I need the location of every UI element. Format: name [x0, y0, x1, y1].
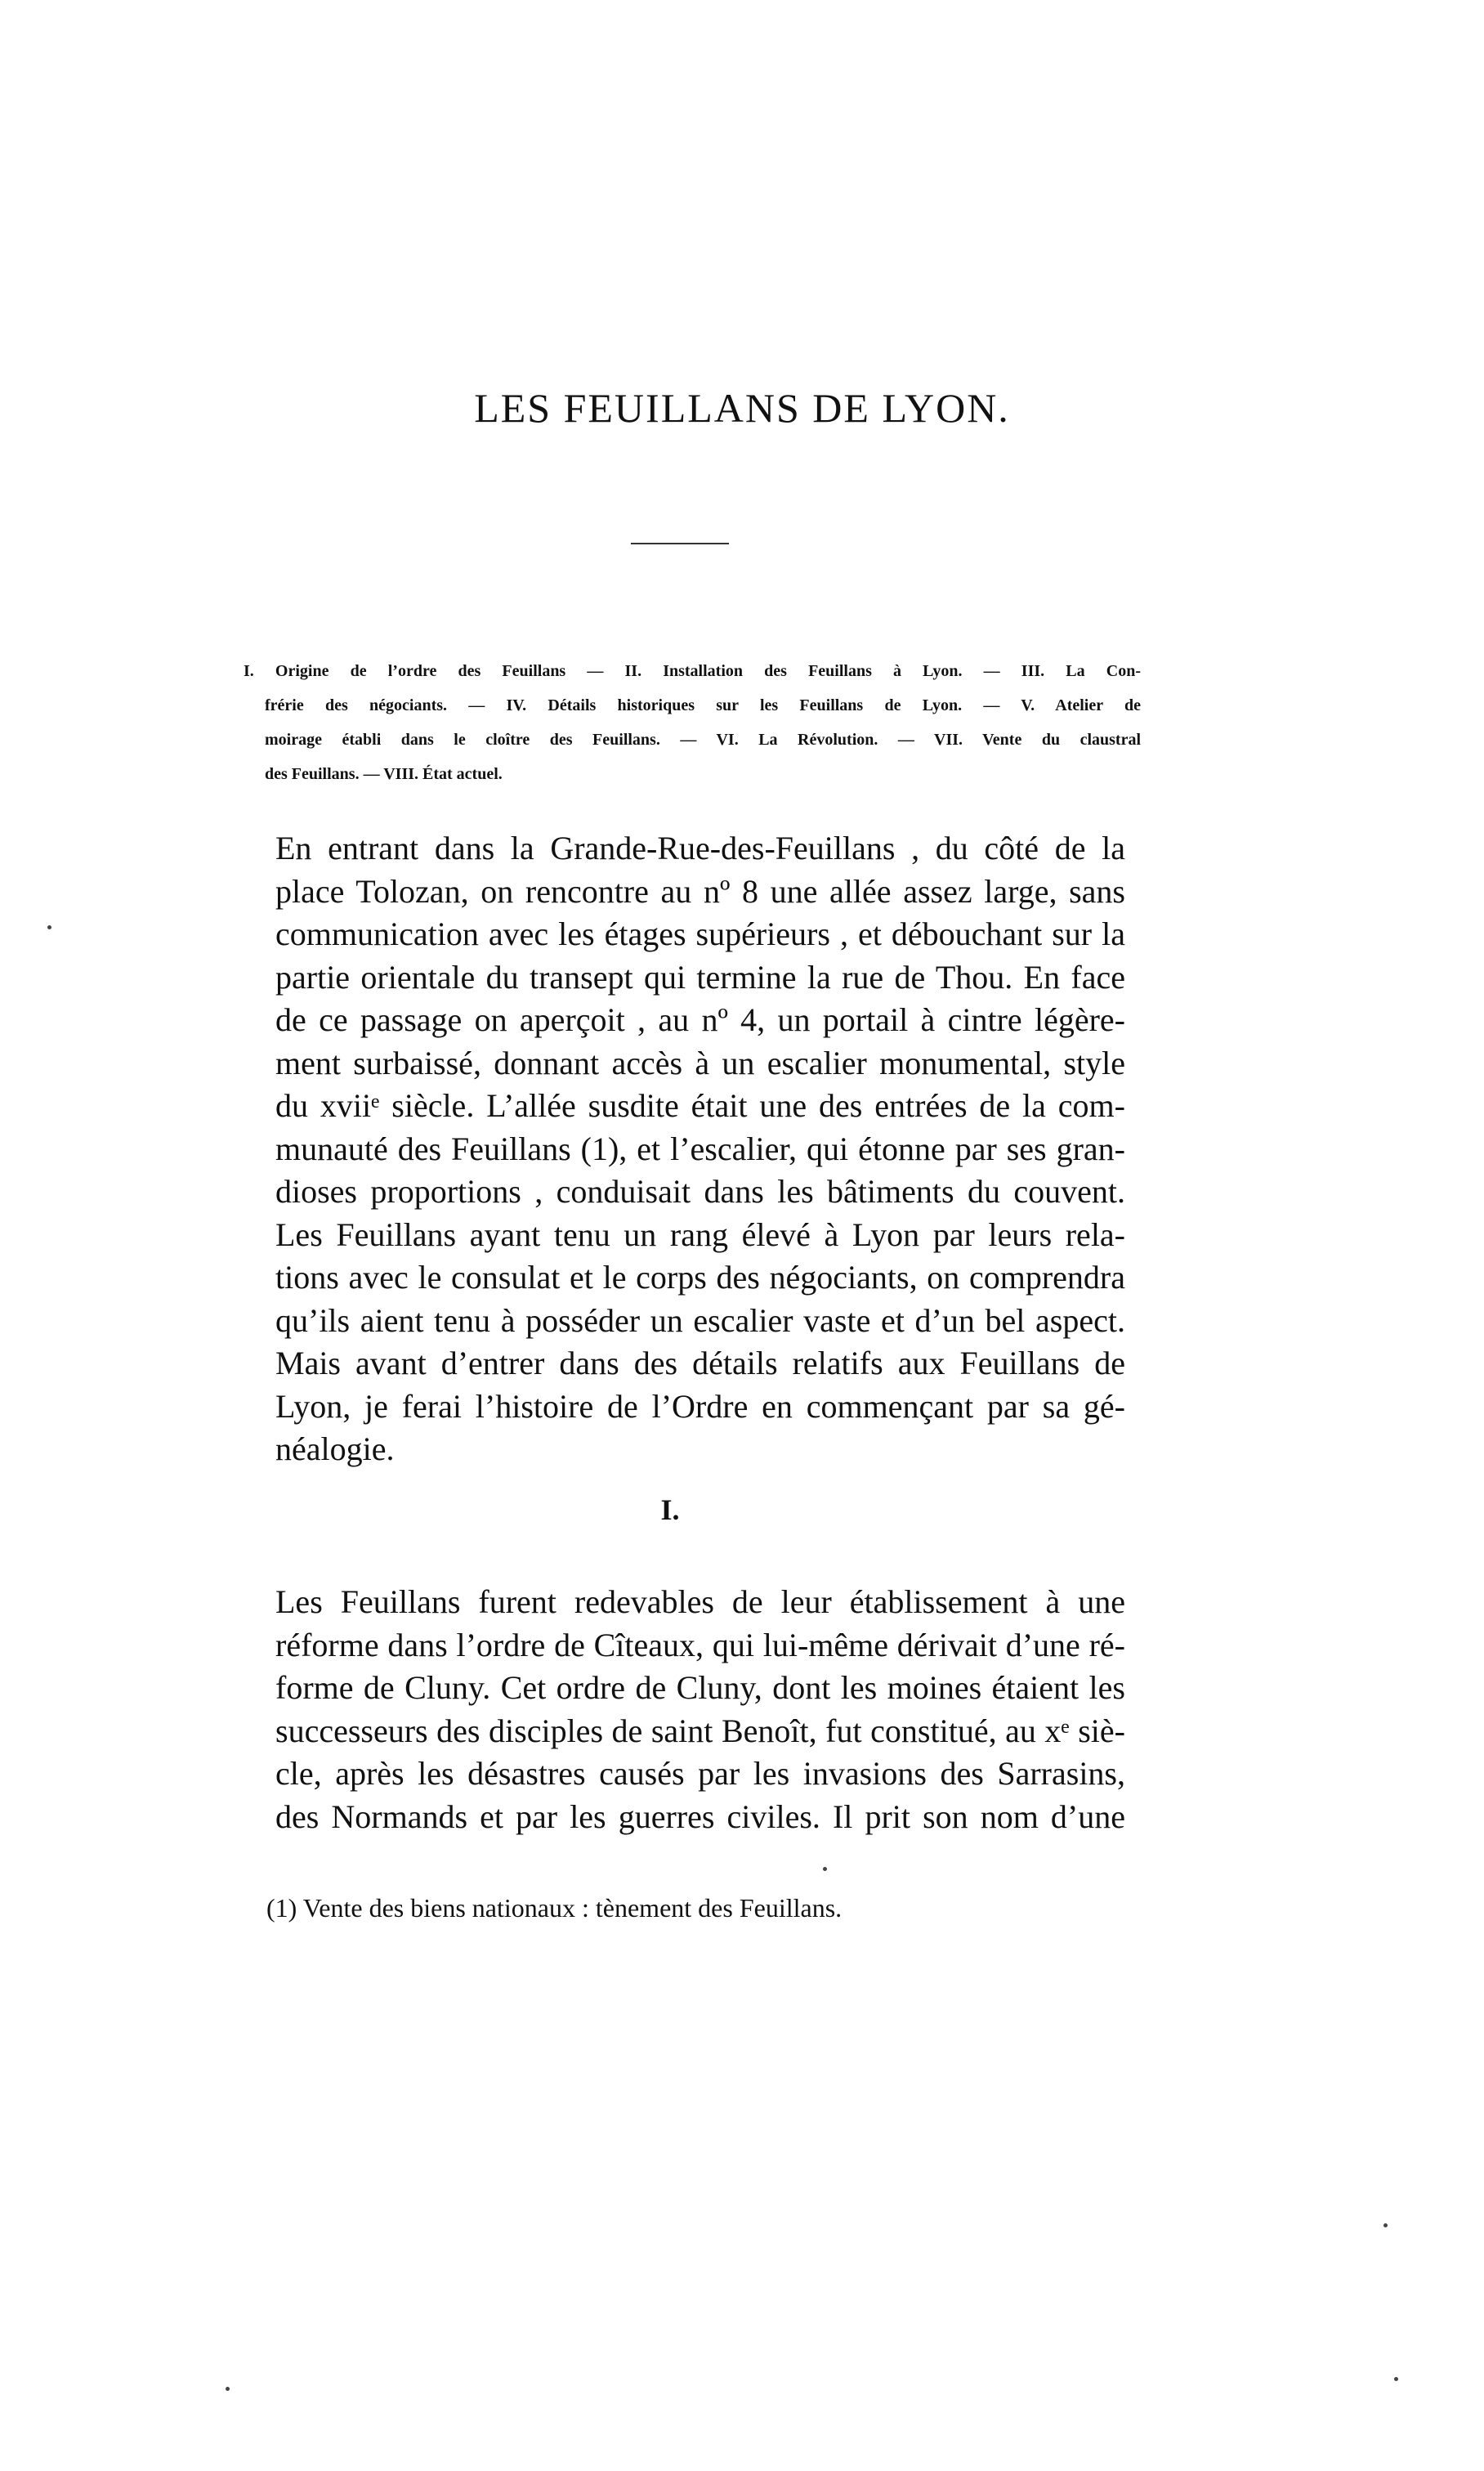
text-line: successeurs des disciples de saint Benoît, fut constitué, au xᵉ siè-	[275, 1712, 1125, 1749]
text-line: du xviiᵉ siècle. L’allée susdite était une des entrées de la com-	[275, 1087, 1125, 1124]
text-line: tions avec le consulat et le corps des négociants, on comprendra	[275, 1259, 1125, 1296]
text-line: réforme dans l’ordre de Cîteaux, qui lui-même dérivait d’une ré-	[275, 1626, 1125, 1663]
text-line: Mais avant d’entrer dans des détails relatifs aux Feuillans de	[275, 1345, 1125, 1381]
chapter-summary	[244, 654, 1141, 791]
page-title: LES FEUILLANS DE LYON.	[474, 385, 1010, 431]
text-line: des Normands et par les guerres civiles. Il prit son nom d’une	[275, 1797, 1125, 1835]
scan-speck	[47, 925, 51, 929]
title-divider	[631, 543, 729, 544]
summary-line: moirage établi dans le cloître des Feuillans. — VI. La Révolution. — VII. Vente du claustral	[265, 731, 1141, 749]
scan-speck	[1383, 2223, 1388, 2227]
text-line: place Tolozan, on rencontre au nº 8 une allée assez large, sans	[275, 872, 1125, 910]
text-line: Les Feuillans ayant tenu un rang élevé à Lyon par leurs rela-	[275, 1215, 1125, 1253]
text-line: munauté des Feuillans (1), et l’escalier, qui étonne par ses gran-	[275, 1130, 1125, 1167]
text-line: communication avec les étages supérieurs , et débouchant sur la	[275, 915, 1125, 952]
scan-speck	[1394, 2377, 1398, 2381]
text-line: qu’ils aient tenu à posséder un escalier vaste et d’un bel aspect.	[275, 1301, 1125, 1339]
scan-speck	[226, 2387, 230, 2391]
text-line: Les Feuillans furent redevables de leur établissement à une	[275, 1583, 1125, 1620]
scan-speck	[823, 1867, 827, 1871]
text-line: néalogie.	[275, 1430, 395, 1467]
summary-line: I. Origine de l’ordre des Feuillans — II. Installation des Feuillans à Lyon. — III. La Con-	[244, 662, 1141, 680]
text-line: partie orientale du transept qui termine la rue de Thou. En face	[275, 958, 1125, 996]
section-heading: I.	[660, 1493, 680, 1526]
text-line: forme de Cluny. Cet ordre de Cluny, dont les moines étaient les	[275, 1669, 1125, 1706]
paragraph-section-one	[275, 1581, 1125, 1838]
summary-line: des Feuillans. — VIII. État actuel.	[265, 765, 503, 783]
text-line: En entrant dans la Grande-Rue-des-Feuillans , du côté de la	[275, 830, 1125, 866]
summary-line: frérie des négociants. — IV. Détails historiques sur les Feuillans de Lyon. — V. Atelier de	[265, 696, 1141, 714]
text-line: cle, après les désastres causés par les invasions des Sarrasins,	[275, 1755, 1125, 1792]
paragraph-intro	[275, 827, 1125, 1471]
text-line: ment surbaissé, donnant accès à un escalier monumental, style	[275, 1044, 1125, 1081]
text-line: Lyon, je ferai l’histoire de l’Ordre en commençant par sa gé-	[275, 1387, 1125, 1425]
text-line: de ce passage on aperçoit , au nº 4, un portail à cintre légère-	[275, 1001, 1125, 1038]
text-line: dioses proportions , conduisait dans les bâtiments du couvent.	[275, 1173, 1125, 1210]
footnote: (1) Vente des biens nationaux : tènement des Feuillans.	[266, 1893, 843, 1923]
